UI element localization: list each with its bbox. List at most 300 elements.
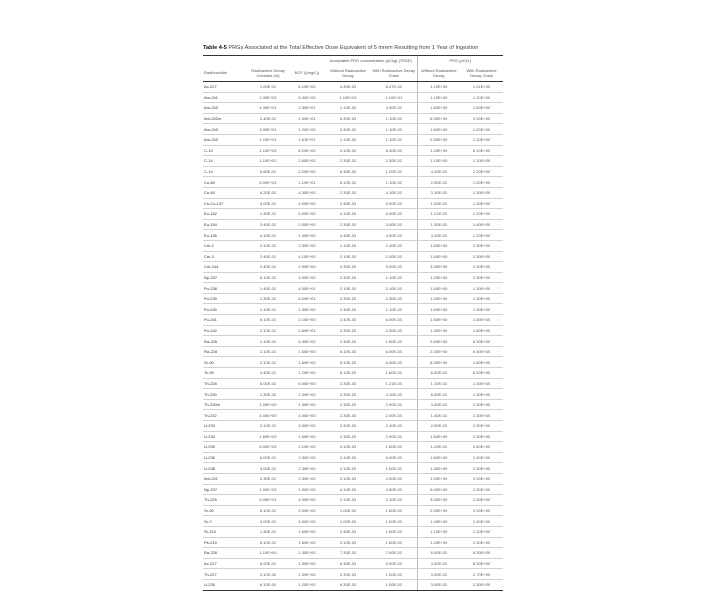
- value-cell: 7.30E-03: [325, 548, 371, 559]
- value-cell: 6.20E-02: [247, 187, 289, 198]
- value-cell: 1.10E+01: [325, 92, 371, 103]
- table-row: [203, 124, 503, 135]
- value-cell: 2.30E+02: [247, 92, 289, 103]
- column-header: With Radioactive Decay Chain: [371, 64, 417, 82]
- value-cell: 1.10E-03: [371, 113, 417, 124]
- value-cell: 1.30E+00: [289, 304, 325, 315]
- value-cell: 1.60E+00: [289, 537, 325, 548]
- value-cell: 2.00E+00: [417, 346, 460, 357]
- value-cell: 1.60E+00: [417, 251, 460, 262]
- value-cell: 1.00E-02: [371, 463, 417, 474]
- value-cell: 1.00E-02: [325, 505, 371, 516]
- table-row: [203, 187, 503, 198]
- value-cell: 2.30E-03: [325, 378, 371, 389]
- table-caption-label: Table 4-5: [203, 45, 227, 51]
- value-cell: 1.10E-02: [247, 336, 289, 347]
- value-cell: 4.10E-03: [325, 209, 371, 220]
- value-cell: 1.30E+00: [417, 463, 460, 474]
- value-cell: 6.00E-02: [247, 378, 289, 389]
- table-row: [203, 82, 503, 93]
- value-cell: 6.00E-03: [417, 389, 460, 400]
- value-cell: 3.40E-01: [247, 368, 289, 379]
- value-cell: 6.00E+00: [289, 378, 325, 389]
- value-cell: 2.40E-03: [371, 421, 417, 432]
- table-row: [203, 346, 503, 357]
- value-cell: 2.30E-03: [325, 325, 371, 336]
- value-cell: 1.60E+00: [417, 304, 460, 315]
- value-cell: 2.20E+00: [460, 166, 503, 177]
- value-cell: 4.30E-03: [325, 82, 371, 93]
- value-cell: 3.00E-03: [417, 399, 460, 410]
- value-cell: 1.30E+00: [289, 569, 325, 580]
- value-cell: 2.10E+00: [289, 315, 325, 326]
- value-cell: 1.30E+00: [460, 187, 503, 198]
- value-cell: 3.00E-03: [417, 569, 460, 580]
- value-cell: 6.00E+00: [289, 209, 325, 220]
- value-cell: 6.30E+02: [289, 92, 325, 103]
- value-cell: 1.10E-03: [371, 272, 417, 283]
- value-cell: 2.00E+00: [417, 505, 460, 516]
- table-row: [203, 166, 503, 177]
- value-cell: 2.30E-03: [325, 336, 371, 347]
- value-cell: 6.40E+00: [460, 346, 503, 357]
- value-cell: 6.10E-02: [247, 537, 289, 548]
- value-cell: 2.00E+00: [460, 505, 503, 516]
- radionuclide-cell: Th-232: [203, 410, 247, 421]
- value-cell: 1.10E-01: [247, 304, 289, 315]
- value-cell: 1.40E-02: [247, 283, 289, 294]
- value-cell: 6.20E+00: [289, 145, 325, 156]
- value-cell: 1.40E+00: [460, 452, 503, 463]
- value-cell: 1.40E-03: [417, 410, 460, 421]
- radionuclide-cell: Ac-227: [203, 82, 247, 93]
- value-cell: 1.20E+00: [289, 124, 325, 135]
- value-cell: 6.00E-03: [371, 198, 417, 209]
- column-header: With Radioactive Decay Chain: [460, 64, 503, 82]
- radionuclide-cell: Am-242m: [203, 113, 247, 124]
- value-cell: 1.30E-03: [417, 219, 460, 230]
- value-cell: 2.00E+00: [289, 505, 325, 516]
- value-cell: 2.10E-03: [325, 473, 371, 484]
- value-cell: 4.30E-02: [371, 103, 417, 114]
- value-cell: 1.40E+00: [460, 219, 503, 230]
- value-cell: 2.30E-03: [325, 389, 371, 400]
- value-cell: 1.10E+00: [417, 92, 460, 103]
- radionuclide-cell: Pb-210: [203, 537, 247, 548]
- value-cell: 1.21E-03: [371, 378, 417, 389]
- value-cell: 1.40E+00: [289, 230, 325, 241]
- table-row: [203, 410, 503, 421]
- value-cell: 2.10E-03: [325, 251, 371, 262]
- table-row: [203, 378, 503, 389]
- value-cell: 2.10E-01: [247, 346, 289, 357]
- value-cell: 4.00E-02: [247, 198, 289, 209]
- table-row: [203, 156, 503, 167]
- value-cell: 1.60E+00: [289, 346, 325, 357]
- value-cell: 2.30E-03: [325, 410, 371, 421]
- radionuclide-cell: U-235: [203, 579, 247, 590]
- value-cell: 1.30E-02: [247, 293, 289, 304]
- value-cell: 6.30E-03: [325, 558, 371, 569]
- value-cell: 6.30E-03: [325, 579, 371, 590]
- value-cell: 1.10E-03: [371, 124, 417, 135]
- value-cell: 4.00E+00: [289, 410, 325, 421]
- value-cell: 1.60E+00: [417, 315, 460, 326]
- value-cell: 1.30E+00: [460, 304, 503, 315]
- table-row: [203, 526, 503, 537]
- value-cell: 6.00E-03: [371, 346, 417, 357]
- value-cell: 2.40E-03: [325, 315, 371, 326]
- value-cell: 1.60E+02: [247, 431, 289, 442]
- value-cell: 2.00E-03: [371, 325, 417, 336]
- value-cell: 2.30E+00: [460, 421, 503, 432]
- value-cell: 2.60E+02: [289, 156, 325, 167]
- value-cell: 2.10E-01: [247, 357, 289, 368]
- table-row: [203, 463, 503, 474]
- document-page: [203, 44, 503, 588]
- value-cell: 1.60E+00: [417, 124, 460, 135]
- radionuclide-cell: Th-228: [203, 378, 247, 389]
- value-cell: 1.60E+00: [417, 452, 460, 463]
- radionuclide-cell: Sr-Y: [203, 516, 247, 527]
- table-row: [203, 283, 503, 294]
- value-cell: 1.00E-03: [371, 569, 417, 580]
- radionuclide-cell: Co-60: [203, 187, 247, 198]
- radionuclide-cell: Eu-155: [203, 230, 247, 241]
- value-cell: 2.00E-03: [371, 410, 417, 421]
- value-cell: 2.30E+00: [460, 431, 503, 442]
- value-cell: 1.90E+00: [289, 262, 325, 273]
- value-cell: 1.10E+02: [247, 156, 289, 167]
- radionuclide-cell: Ra-226: [203, 336, 247, 347]
- radionuclide-cell: Am-243: [203, 124, 247, 135]
- value-cell: 4.30E+00: [289, 495, 325, 506]
- value-cell: 2.30E+00: [289, 240, 325, 251]
- radionuclide-cell: Np-237: [203, 272, 247, 283]
- table-row: [203, 92, 503, 103]
- value-cell: 3.00E+00: [417, 262, 460, 273]
- radionuclide-cell: Am-243: [203, 103, 247, 114]
- radionuclide-cell: U-236: [203, 452, 247, 463]
- value-cell: 2.30E-03: [371, 293, 417, 304]
- value-cell: 1.00E+00: [460, 177, 503, 188]
- value-cell: 1.60E-03: [371, 368, 417, 379]
- table-row: [203, 272, 503, 283]
- value-cell: 4.10E-01: [247, 230, 289, 241]
- value-cell: 2.30E-03: [325, 272, 371, 283]
- value-cell: 1.10E+00: [460, 156, 503, 167]
- table-row: [203, 495, 503, 506]
- value-cell: 1.60E-03: [371, 442, 417, 453]
- value-cell: 1.00E+02: [247, 484, 289, 495]
- value-cell: 6.30E+00: [460, 548, 503, 559]
- value-cell: 6.00E-01: [247, 452, 289, 463]
- value-cell: 4.10E+00: [289, 251, 325, 262]
- value-cell: 1.60E+00: [417, 283, 460, 294]
- value-cell: 2.30E+00: [289, 473, 325, 484]
- value-cell: 4.00E+00: [289, 272, 325, 283]
- radionuclide-cell: Eu-154: [203, 219, 247, 230]
- value-cell: 1.60E+00: [460, 103, 503, 114]
- value-cell: 1.30E+00: [460, 293, 503, 304]
- value-cell: 2.10E+00: [289, 442, 325, 453]
- value-cell: 2.40E-03: [371, 240, 417, 251]
- value-cell: 1.00E-01: [247, 82, 289, 93]
- value-cell: 2.30E+00: [460, 399, 503, 410]
- radionuclide-cell: U-233: [203, 421, 247, 432]
- value-cell: 2.00E+00: [289, 421, 325, 432]
- value-cell: 1.00E+00: [289, 431, 325, 442]
- value-cell: 2.30E-03: [325, 304, 371, 315]
- value-cell: 2.30E-03: [325, 187, 371, 198]
- value-cell: 6.00E+00: [417, 484, 460, 495]
- column-header: Without Radioactive Decay: [325, 64, 371, 82]
- value-cell: 2.30E-03: [325, 431, 371, 442]
- radionuclide-cell: Am-241: [203, 473, 247, 484]
- value-cell: 1.10E-02: [325, 134, 371, 145]
- value-cell: 1.10E-03: [325, 240, 371, 251]
- table-row: [203, 452, 503, 463]
- value-cell: 1.00E-03: [371, 579, 417, 590]
- table-caption-text: PRGs Associated at the Total Effective Dose Equivalent of 5 mrem Resulting from 1 Year of Ingestion: [228, 45, 479, 51]
- table-row: [203, 569, 503, 580]
- value-cell: 1.40E+00: [417, 516, 460, 527]
- value-cell: 1.30E+00: [289, 548, 325, 559]
- value-cell: 6.00E+01: [247, 177, 289, 188]
- value-cell: 2.10E-03: [325, 283, 371, 294]
- table-row: [203, 293, 503, 304]
- column-header: Radioactive Decay Constant (/d): [247, 64, 289, 82]
- value-cell: 2.10E-02: [247, 421, 289, 432]
- value-cell: 1.30E+00: [289, 389, 325, 400]
- value-cell: 4.10E-02: [325, 145, 371, 156]
- value-cell: 4.10E-03: [325, 484, 371, 495]
- value-cell: 1.00E+01: [289, 113, 325, 124]
- value-cell: 2.30E+00: [460, 240, 503, 251]
- value-cell: 1.10E+00: [247, 548, 289, 559]
- value-cell: 6.10E+00: [289, 82, 325, 93]
- table-caption: [203, 44, 503, 53]
- radionuclide-cell: Sr-90: [203, 357, 247, 368]
- value-cell: 4.30E-03: [325, 230, 371, 241]
- value-cell: 6.20E-02: [247, 558, 289, 569]
- value-cell: 2.30E+00: [289, 463, 325, 474]
- table-row: [203, 548, 503, 559]
- radionuclide-cell: Cs-Co-137: [203, 198, 247, 209]
- value-cell: 2.00E-03: [417, 177, 460, 188]
- table-row: [203, 558, 503, 569]
- value-cell: 6.10E+00: [460, 145, 503, 156]
- radionuclide-cell: Th-228: [203, 495, 247, 506]
- value-cell: 6.00E+00: [417, 357, 460, 368]
- value-cell: 6.30E+00: [460, 336, 503, 347]
- value-cell: 2.00E-03: [371, 473, 417, 484]
- value-cell: 2.60E+00: [460, 442, 503, 453]
- value-cell: 2.30E+00: [460, 463, 503, 474]
- table-row: [203, 336, 503, 347]
- value-cell: 4.00E-02: [247, 516, 289, 527]
- value-cell: 2.60E+01: [289, 325, 325, 336]
- table-row: [203, 251, 503, 262]
- value-cell: 4.00E-03: [371, 484, 417, 495]
- value-cell: 2.30E+01: [289, 103, 325, 114]
- value-cell: 6.10E-03: [325, 346, 371, 357]
- group-header-spacer: [203, 56, 325, 65]
- table-row: [203, 230, 503, 241]
- value-cell: 6.10E-00: [247, 579, 289, 590]
- value-cell: 1.60E-03: [371, 336, 417, 347]
- value-cell: 2.30E+00: [460, 410, 503, 421]
- value-cell: 8.40E-03: [371, 145, 417, 156]
- value-cell: 6.30E+00: [417, 113, 460, 124]
- column-header: Without Radioactive Decay: [417, 64, 460, 82]
- value-cell: 1.61E+01: [289, 134, 325, 145]
- value-cell: 2.30E+00: [460, 262, 503, 273]
- value-cell: 1.20E+00: [417, 272, 460, 283]
- radionuclide-cell: Cm-244: [203, 262, 247, 273]
- value-cell: 1.40E+00: [460, 516, 503, 527]
- table-row: [203, 431, 503, 442]
- value-cell: 6.30E+00: [460, 558, 503, 569]
- value-cell: 4.30E+00: [289, 187, 325, 198]
- value-cell: 2.70E+00: [460, 569, 503, 580]
- table-row: [203, 516, 503, 527]
- value-cell: 1.30E-01: [247, 526, 289, 537]
- value-cell: 2.40E-02: [247, 262, 289, 273]
- value-cell: 1.20E+00: [460, 124, 503, 135]
- value-cell: 2.30E-03: [325, 219, 371, 230]
- value-cell: 4.00E+00: [289, 516, 325, 527]
- value-cell: 2.30E+00: [460, 272, 503, 283]
- value-cell: 1.20E+00: [417, 537, 460, 548]
- radionuclide-cell: Ra-226: [203, 548, 247, 559]
- value-cell: 1.60E+00: [417, 240, 460, 251]
- value-cell: 2.30E-02: [325, 156, 371, 167]
- value-cell: 1.10E-03: [417, 378, 460, 389]
- value-cell: 3.00E-03: [371, 262, 417, 273]
- radionuclide-cell: C-14: [203, 145, 247, 156]
- radionuclide-cell: C-14: [203, 166, 247, 177]
- value-cell: 2.00E-03: [371, 251, 417, 262]
- value-cell: 3.10E-03: [417, 230, 460, 241]
- value-cell: 2.10E-03: [325, 495, 371, 506]
- value-cell: 1.10E+00: [417, 526, 460, 537]
- value-cell: 1.30E-01: [247, 209, 289, 220]
- value-cell: 6.00E-03: [371, 452, 417, 463]
- value-cell: 1.10E+00: [460, 134, 503, 145]
- value-cell: 2.30E-03: [325, 293, 371, 304]
- radionuclide-cell: U-234: [203, 431, 247, 442]
- prg-table: [203, 55, 503, 591]
- value-cell: 3.40E-02: [247, 219, 289, 230]
- value-cell: 6.10E-02: [325, 177, 371, 188]
- value-cell: 2.50E+00: [417, 134, 460, 145]
- value-cell: 2.30E-02: [325, 124, 371, 135]
- value-cell: 1.30E+00: [460, 283, 503, 294]
- value-cell: 2.00E-03: [417, 421, 460, 432]
- value-cell: 2.20E+00: [289, 166, 325, 177]
- table-row: [203, 177, 503, 188]
- value-cell: 1.60E-03: [371, 526, 417, 537]
- value-cell: 6.00E-03: [371, 315, 417, 326]
- value-cell: 1.00E+00: [417, 473, 460, 484]
- value-cell: 1.30E+00: [289, 399, 325, 410]
- value-cell: 7.00E-03: [371, 548, 417, 559]
- value-cell: 2.30E+00: [289, 452, 325, 463]
- group-header-row: [203, 56, 503, 65]
- value-cell: 3.30E+01: [247, 124, 289, 135]
- radionuclide-cell: Co-60: [203, 177, 247, 188]
- value-cell: 2.40E-02: [247, 113, 289, 124]
- value-cell: 1.30E+00: [289, 484, 325, 495]
- value-cell: 1.60E+00: [289, 526, 325, 537]
- value-cell: 1.60E+00: [460, 325, 503, 336]
- radionuclide-cell: Sr-210: [203, 526, 247, 537]
- table-row: [203, 579, 503, 590]
- table-row: [203, 209, 503, 220]
- value-cell: 1.60E+00: [460, 315, 503, 326]
- value-cell: 2.30E+00: [460, 484, 503, 495]
- value-cell: 1.10E-02: [325, 103, 371, 114]
- value-cell: 1.20E-02: [371, 166, 417, 177]
- value-cell: 6.30E-02: [325, 166, 371, 177]
- radionuclide-cell: Ac-227: [203, 558, 247, 569]
- value-cell: 1.10E+02: [247, 145, 289, 156]
- value-cell: 2.00E-03: [371, 431, 417, 442]
- value-cell: 6.10E-03: [325, 357, 371, 368]
- value-cell: 2.60E+00: [417, 336, 460, 347]
- value-cell: 3.00E-03: [371, 219, 417, 230]
- radionuclide-cell: Pu-242: [203, 325, 247, 336]
- value-cell: 1.10E+01: [289, 177, 325, 188]
- value-cell: 1.00E-03: [371, 516, 417, 527]
- value-cell: 1.30E+00: [417, 325, 460, 336]
- radionuclide-cell: Pu-240: [203, 304, 247, 315]
- value-cell: 4.10E-03: [417, 166, 460, 177]
- value-cell: 6.00E-03: [371, 558, 417, 569]
- value-cell: 1.20E+00: [460, 209, 503, 220]
- value-cell: 1.60E-03: [371, 505, 417, 516]
- value-cell: 1.10E+00: [417, 156, 460, 167]
- value-cell: 2.10E-01: [247, 325, 289, 336]
- value-cell: 4.10E-03: [371, 389, 417, 400]
- value-cell: 2.30E+00: [460, 251, 503, 262]
- value-cell: 4.00E-02: [247, 463, 289, 474]
- table-row: [203, 484, 503, 495]
- value-cell: 1.10E+00: [460, 526, 503, 537]
- value-cell: 2.10E-02: [247, 240, 289, 251]
- value-cell: 2.10E-03: [325, 537, 371, 548]
- radionuclide-cell: U-235: [203, 442, 247, 453]
- table-row: [203, 473, 503, 484]
- table-row: [203, 442, 503, 453]
- value-cell: 6.00E-03: [417, 548, 460, 559]
- value-cell: 1.60E-03: [371, 537, 417, 548]
- table-row: [203, 389, 503, 400]
- value-cell: 2.30E-03: [325, 399, 371, 410]
- value-cell: 4.10E-03: [371, 187, 417, 198]
- value-cell: 2.40E-01: [247, 251, 289, 262]
- value-cell: 6.60E-02: [247, 166, 289, 177]
- radionuclide-cell: Pu-239: [203, 293, 247, 304]
- group-header-soil: Acceptable PRG concentration (pCi/g) (TEDE): [325, 56, 417, 65]
- radionuclide-cell: Am-241: [203, 92, 247, 103]
- value-cell: 2.10E-03: [325, 463, 371, 474]
- value-cell: 2.00E+00: [460, 113, 503, 124]
- value-cell: 6.10E-02: [247, 272, 289, 283]
- value-cell: 6.00E-03: [371, 209, 417, 220]
- table-row: [203, 421, 503, 432]
